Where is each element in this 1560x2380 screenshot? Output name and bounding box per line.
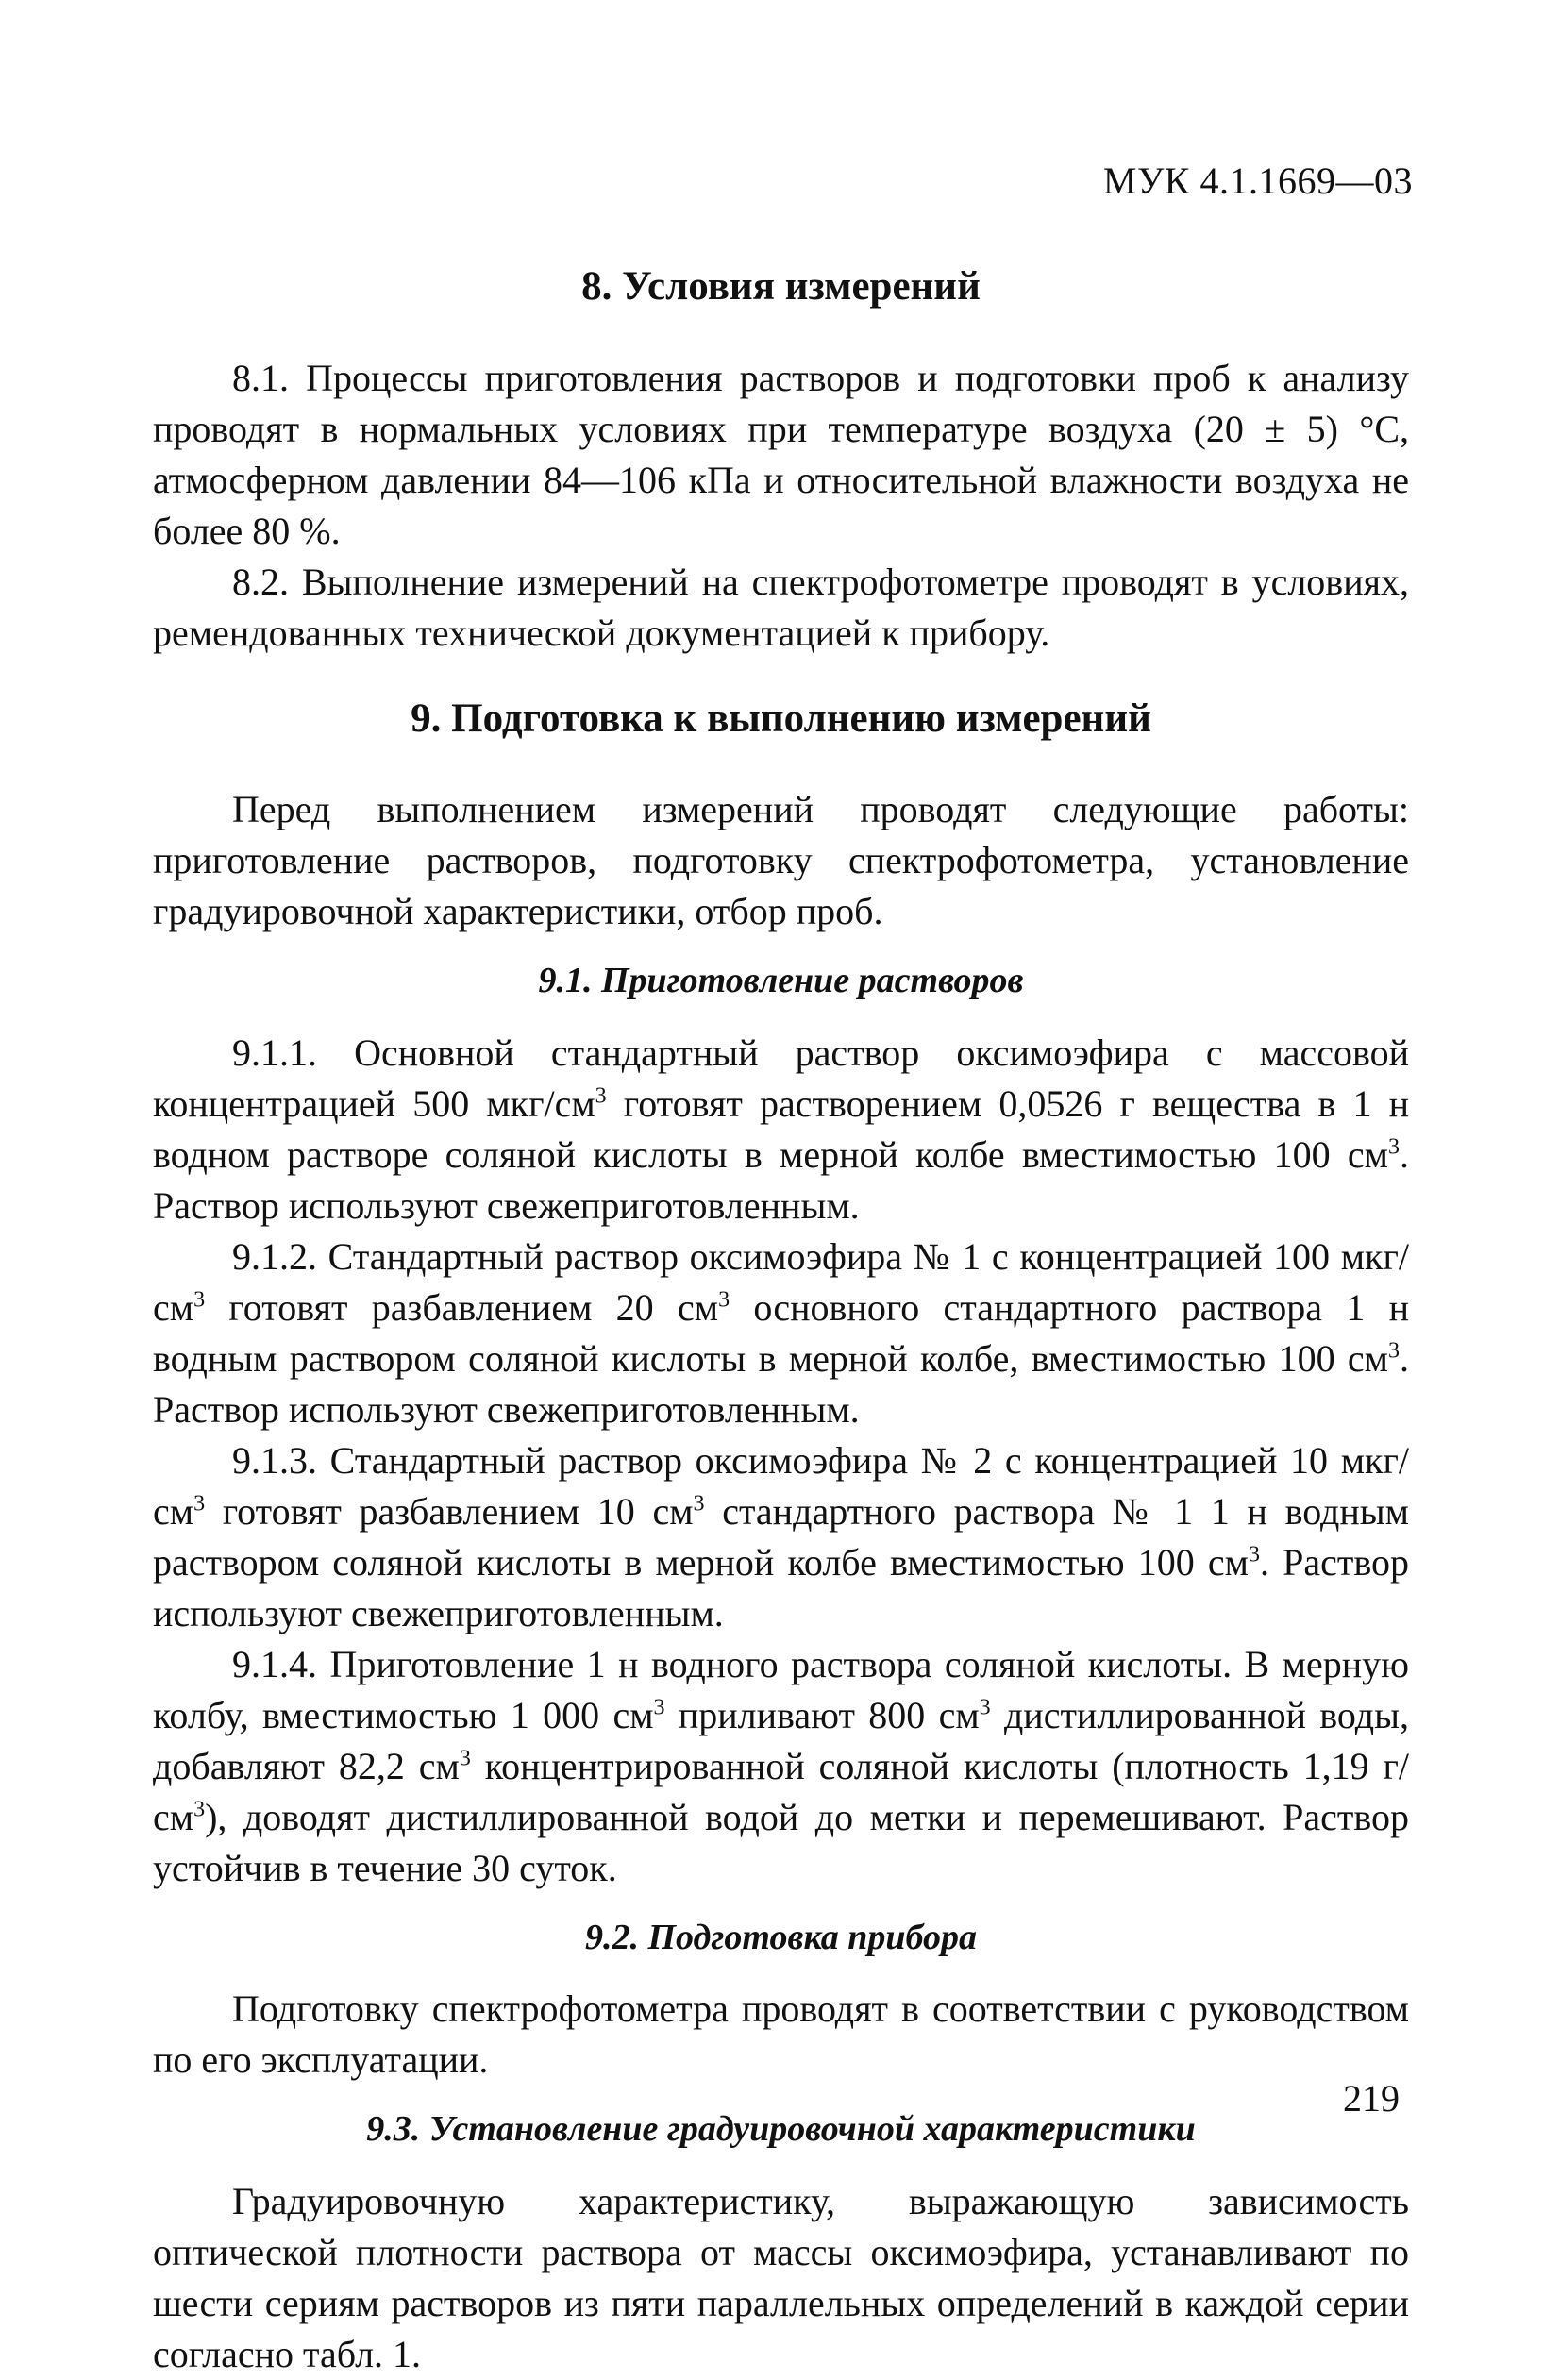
subsection-9-1-heading: 9.1. Приготовление растворов [538, 961, 1024, 1001]
text-run: готовят растворением 0,0526 г вещества в 1 н водном растворе соляной кислоты в мерной колбе вместимостью 100 см [153, 1081, 1410, 1176]
text-run: ), доводят дистиллированной водой до метки и перемешивают. Раствор устойчив в течение 30 суток. [153, 1795, 1409, 1889]
superscript: 3 [653, 1695, 665, 1720]
paragraph-8-1: 8.1. Процессы приготовления растворов и подготовки проб к анализу проводят в нормальных условиях при температуре воздуха (20 ± 5) °С, атмосферном давлении 84—106 кПа и относительной влажности воздуха не более 80 %. [153, 356, 1409, 552]
text-run: концентрированной соляной кислоты (плотность 1,19 г/см [153, 1744, 1410, 1838]
paragraph-9-intro: Перед выполнением измерений проводят следующие работы: приготовление растворов, подготовку спектрофотометра, установление градуировочной характеристики, отбор проб. [153, 788, 1409, 933]
superscript: 3 [1388, 1338, 1400, 1364]
paragraph-8-2: 8.2. Выполнение измерений на спектрофотометре проводят в условиях, ремендованных технической документацией к прибору. [153, 560, 1409, 654]
paragraph-9-1-2 [153, 1232, 1409, 1435]
superscript: 3 [693, 1491, 705, 1517]
text-run: . Раствор используют свежеприготовленным. [153, 1132, 1409, 1227]
text-run: основного стандартного раствора 1 н водным раствором соляной кислоты в мерной колбе, вместимостью 100 см [153, 1285, 1409, 1380]
paragraph-9-1-4 [153, 1639, 1409, 1894]
superscript: 3 [1388, 1134, 1400, 1160]
document-code: МУК 4.1.1669—03 [1102, 159, 1413, 202]
text-run: дистиллированной воды, добавляют 82,2 см [153, 1693, 1409, 1787]
superscript: 3 [1248, 1542, 1260, 1567]
paragraph-9-3: Градуировочную характеристику, выражающую зависимость оптической плотности раствора от массы оксимоэфира, устанавливают по шести сериям растворов из пяти параллельных определений в каждой серии согласно табл. 1. [153, 2179, 1409, 2375]
subsection-9-2-heading: 9.2. Подготовка прибора [584, 1917, 977, 1957]
superscript: 3 [595, 1083, 607, 1109]
text-run: готовят разбавлением 20 см [205, 1285, 719, 1329]
text-run: стандартного раствора № 1 1 н водным раствором соляной кислоты в мерной колбе вместимостью 100 см [153, 1489, 1409, 1584]
text-run: 9.1.3. Стандартный раствор оксимоэфира № 2 с концентрацией 10 мкг/см [153, 1438, 1409, 1533]
text-run: 9.1.2. Стандартный раствор оксимоэфира № 1 с концентрацией 100 мкг/см [153, 1234, 1409, 1329]
text-run: приливают 800 см [664, 1693, 980, 1736]
text-run: 9.1.1. Основной стандартный раствор оксимоэфира с массовой концентрацией 500 мкг/см [153, 1031, 1409, 1125]
text-run: . Раствор используют свежеприготовленным. [153, 1336, 1409, 1431]
paragraph-9-2: Подготовку спектрофотометра проводят в соответствии с руководством по его эксплуатации. [153, 1987, 1409, 2082]
page-number: 219 [1343, 2077, 1400, 2120]
text-run: . Раствор используют свежеприготовленным. [153, 1540, 1409, 1634]
text-run: готовят разбавлением 10 см [205, 1489, 694, 1533]
superscript: 3 [459, 1746, 471, 1771]
page-content [153, 262, 1409, 2380]
superscript: 3 [718, 1287, 730, 1313]
superscript: 3 [979, 1695, 991, 1720]
section-8-heading: 8. Условия измерений [581, 264, 981, 309]
superscript: 3 [193, 1491, 206, 1517]
paragraph-9-1-1 [153, 1028, 1409, 1232]
paragraph-9-1-3 [153, 1435, 1409, 1639]
superscript: 3 [193, 1797, 206, 1822]
section-9-heading: 9. Подготовка к выполнению измерений [411, 696, 1151, 741]
subsection-9-3-heading: 9.3. Установление градуировочной характеристики [366, 2109, 1196, 2150]
text-run: 9.1.4. Приготовление 1 н водного раствора соляной кислоты. В мерную колбу, вместимостью 1 000 см [153, 1642, 1409, 1736]
superscript: 3 [193, 1287, 206, 1313]
